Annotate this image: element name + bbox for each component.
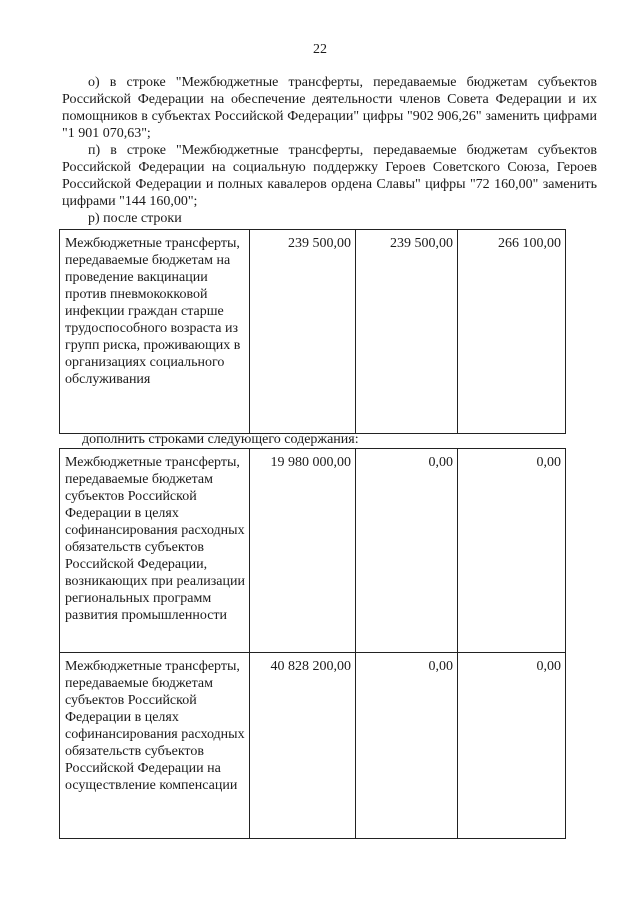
table-row xyxy=(60,653,566,839)
paragraph-o: о) в строке "Межбюджетные трансферты, передаваемые бюджетам субъектов Российской Федерации на обеспечение деятельности членов Совета Федерации и их помощников в субъектах Российской Федерации" цифры "902 906,26" заменить цифрами "1 901 070,63"; xyxy=(62,75,597,141)
row-value-1: 40 828 200,00 xyxy=(250,653,356,839)
row-value-2: 0,00 xyxy=(356,449,458,653)
paragraph-r: р) после строки xyxy=(88,211,182,226)
row-value-2: 239 500,00 xyxy=(356,230,458,434)
row-value-2: 0,00 xyxy=(356,653,458,839)
row-value-1: 239 500,00 xyxy=(250,230,356,434)
table-new-rows xyxy=(59,448,566,839)
table-after-row xyxy=(59,229,566,434)
row-value-1: 19 980 000,00 xyxy=(250,449,356,653)
paragraph-p: п) в строке "Межбюджетные трансферты, передаваемые бюджетам субъектов Российской Федерации на социальную поддержку Героев Советского Союза, Героев Российской Федерации и полных кавалеров ордена Славы" цифры "72 160,00" заменить цифрами "144 160,00"; xyxy=(62,143,597,209)
table-row xyxy=(60,449,566,653)
row-name-cell: Межбюджетные трансферты, передаваемые бюджетам субъектов Российской Федерации в целях софинансирования расходных обязательств субъектов Российской Федерации на осуществление компенсации xyxy=(60,653,250,839)
page-number: 22 xyxy=(313,42,327,57)
row-name-cell: Межбюджетные трансферты, передаваемые бюджетам субъектов Российской Федерации в целях софинансирования расходных обязательств субъектов Российской Федерации, возникающих при реализации региональных программ развития промышленности xyxy=(60,449,250,653)
row-value-3: 266 100,00 xyxy=(458,230,566,434)
paragraph-add-rows: дополнить строками следующего содержания: xyxy=(82,432,359,447)
row-name-cell: Межбюджетные трансферты, передаваемые бюджетам на проведение вакцинации против пневмококковой инфекции граждан старше трудоспособного возраста из групп риска, проживающих в организациях социального обслуживания xyxy=(60,230,250,434)
row-value-3: 0,00 xyxy=(458,449,566,653)
row-value-3: 0,00 xyxy=(458,653,566,839)
table-row xyxy=(60,230,566,434)
